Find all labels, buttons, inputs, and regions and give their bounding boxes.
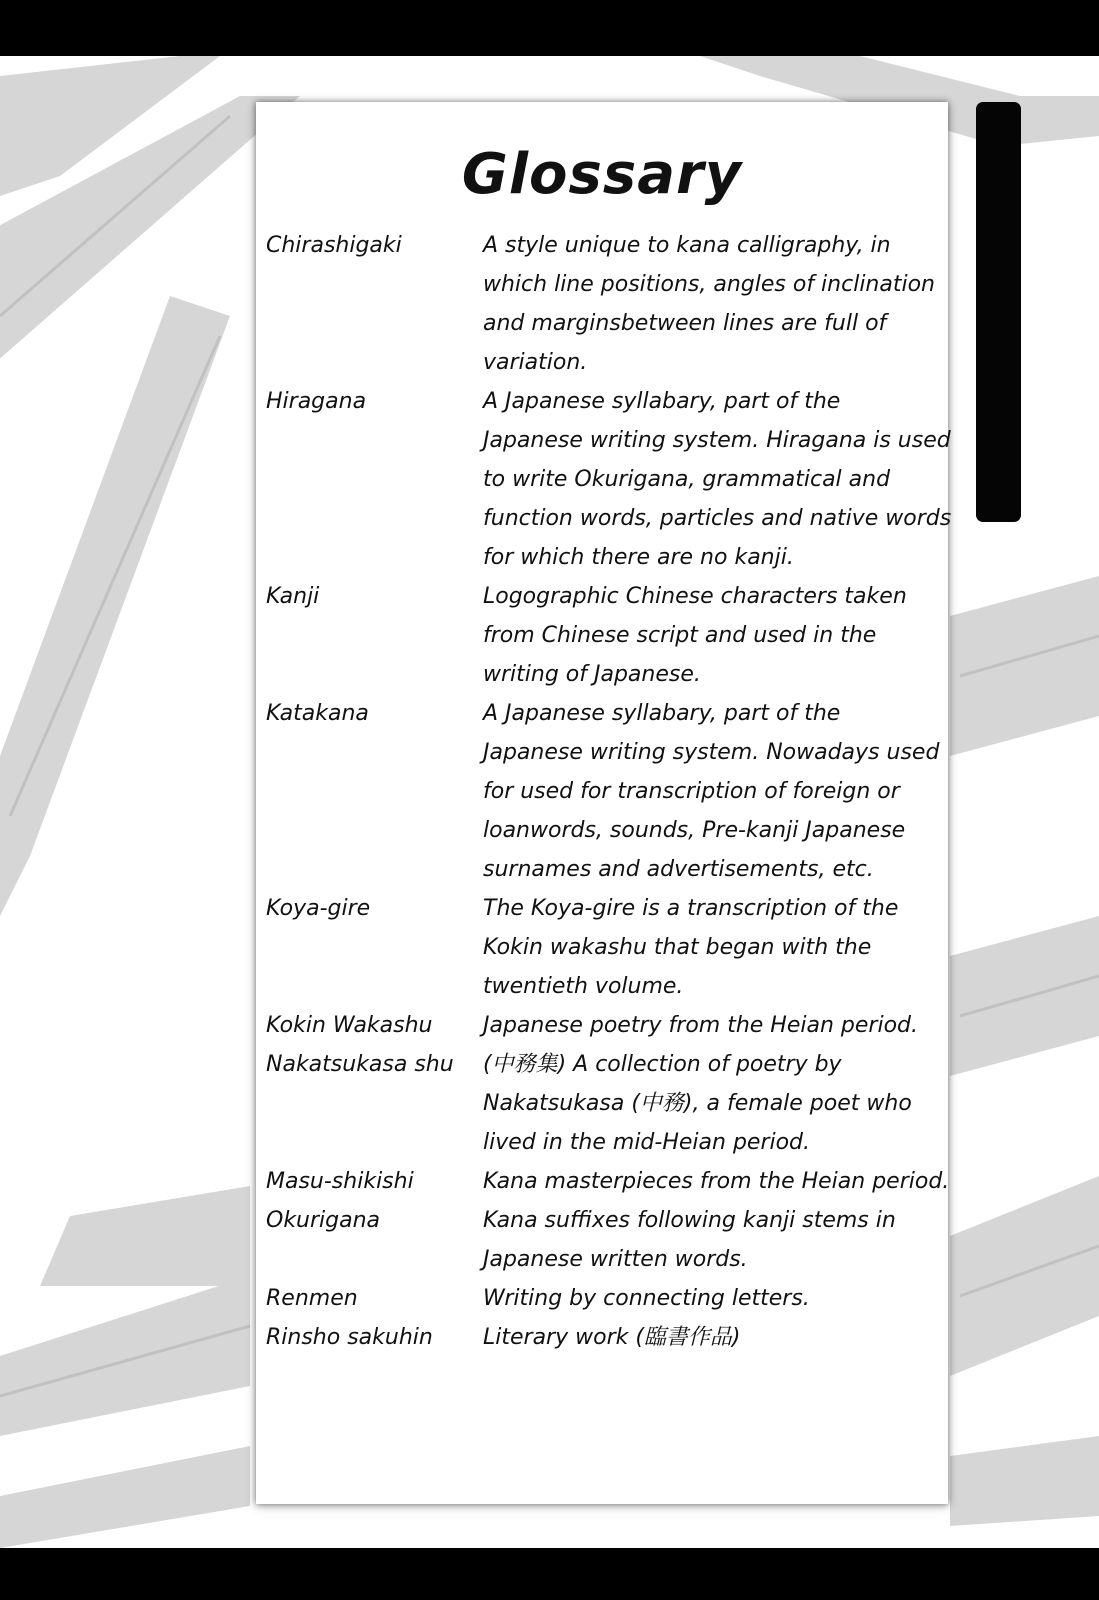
definition-line: Japanese written words. (483, 1247, 748, 1272)
definition-line: A Japanese syllabary, part of the (483, 389, 841, 414)
definition-line: and marginsbetween lines are full of (483, 311, 887, 336)
glossary-entry (266, 694, 941, 889)
glossary-definition (483, 694, 941, 889)
side-scroll-tab (976, 102, 1021, 522)
definition-line: for which there are no kanji. (483, 545, 794, 570)
bottom-black-bar (0, 1548, 1099, 1600)
definition-line: Logographic Chinese characters taken (483, 584, 907, 609)
glossary-entry (266, 226, 941, 382)
glossary-term: Nakatsukasa shu (266, 1052, 454, 1077)
definition-line: Nakatsukasa (中務), a female poet who (483, 1091, 912, 1116)
glossary-entry (266, 382, 952, 577)
definition-line: Japanese writing system. Hiragana is used (483, 428, 951, 453)
definition-line: to write Okurigana, grammatical and (483, 467, 891, 492)
glossary-definition (483, 226, 941, 382)
definition-line: lived in the mid-Heian period. (483, 1130, 811, 1155)
glossary-card (256, 102, 952, 1504)
glossary-term: Koya-gire (266, 896, 371, 921)
glossary-list (266, 226, 952, 1357)
definition-line: variation. (483, 350, 588, 375)
glossary-definition (483, 577, 941, 694)
definition-line: Writing by connecting letters. (483, 1286, 810, 1311)
glossary-definition (483, 1006, 941, 1045)
definition-line: Kana suffixes following kanji stems in (483, 1208, 896, 1233)
definition-line: Kana masterpieces from the Heian period. (483, 1169, 950, 1194)
glossary-entry (266, 1201, 941, 1279)
glossary-term: Renmen (266, 1286, 358, 1311)
definition-line: which line positions, angles of inclination (483, 272, 935, 297)
glossary-entry (266, 1006, 941, 1045)
glossary-definition (483, 1318, 941, 1357)
top-black-bar (0, 0, 1099, 56)
glossary-entry (266, 1045, 941, 1162)
page-title: Glossary (461, 142, 743, 207)
glossary-definition (483, 1201, 941, 1279)
definition-line: twentieth volume. (483, 974, 684, 999)
definition-line: The Koya-gire is a transcription of the (483, 896, 899, 921)
glossary-definition (483, 1279, 941, 1318)
glossary-term: Kanji (266, 584, 320, 609)
definition-line: Japanese writing system. Nowadays used (483, 740, 940, 765)
definition-line: Kokin wakashu that began with the (483, 935, 872, 960)
definition-line: from Chinese script and used in the (483, 623, 877, 648)
glossary-term: Okurigana (266, 1208, 381, 1233)
definition-line: loanwords, sounds, Pre-kanji Japanese (483, 818, 906, 843)
definition-line: A style unique to kana calligraphy, in (483, 233, 891, 258)
definition-line: A Japanese syllabary, part of the (483, 701, 841, 726)
glossary-term: Rinsho sakuhin (266, 1325, 433, 1350)
glossary-term: Kokin Wakashu (266, 1013, 433, 1038)
glossary-term: Katakana (266, 701, 369, 726)
definition-line: function words, particles and native words (483, 506, 952, 531)
definition-line: (中務集) A collection of poetry by (483, 1052, 842, 1077)
definition-line: Japanese poetry from the Heian period. (483, 1013, 918, 1038)
definition-line: for used for transcription of foreign or (483, 779, 900, 804)
glossary-definition (483, 382, 952, 577)
glossary-term: Hiragana (266, 389, 367, 414)
glossary-term: Chirashigaki (266, 233, 402, 258)
glossary-definition (483, 1045, 941, 1162)
glossary-entry (266, 1162, 950, 1201)
glossary-entry (266, 577, 941, 694)
glossary-definition (483, 1162, 950, 1201)
glossary-entry (266, 889, 941, 1006)
glossary-definition (483, 889, 941, 1006)
definition-line: surnames and advertisements, etc. (483, 857, 874, 882)
glossary-entry (266, 1318, 941, 1357)
definition-line: Literary work (臨書作品) (483, 1325, 741, 1350)
glossary-term: Masu-shikishi (266, 1169, 414, 1194)
glossary-entry (266, 1279, 941, 1318)
definition-line: writing of Japanese. (483, 662, 701, 687)
